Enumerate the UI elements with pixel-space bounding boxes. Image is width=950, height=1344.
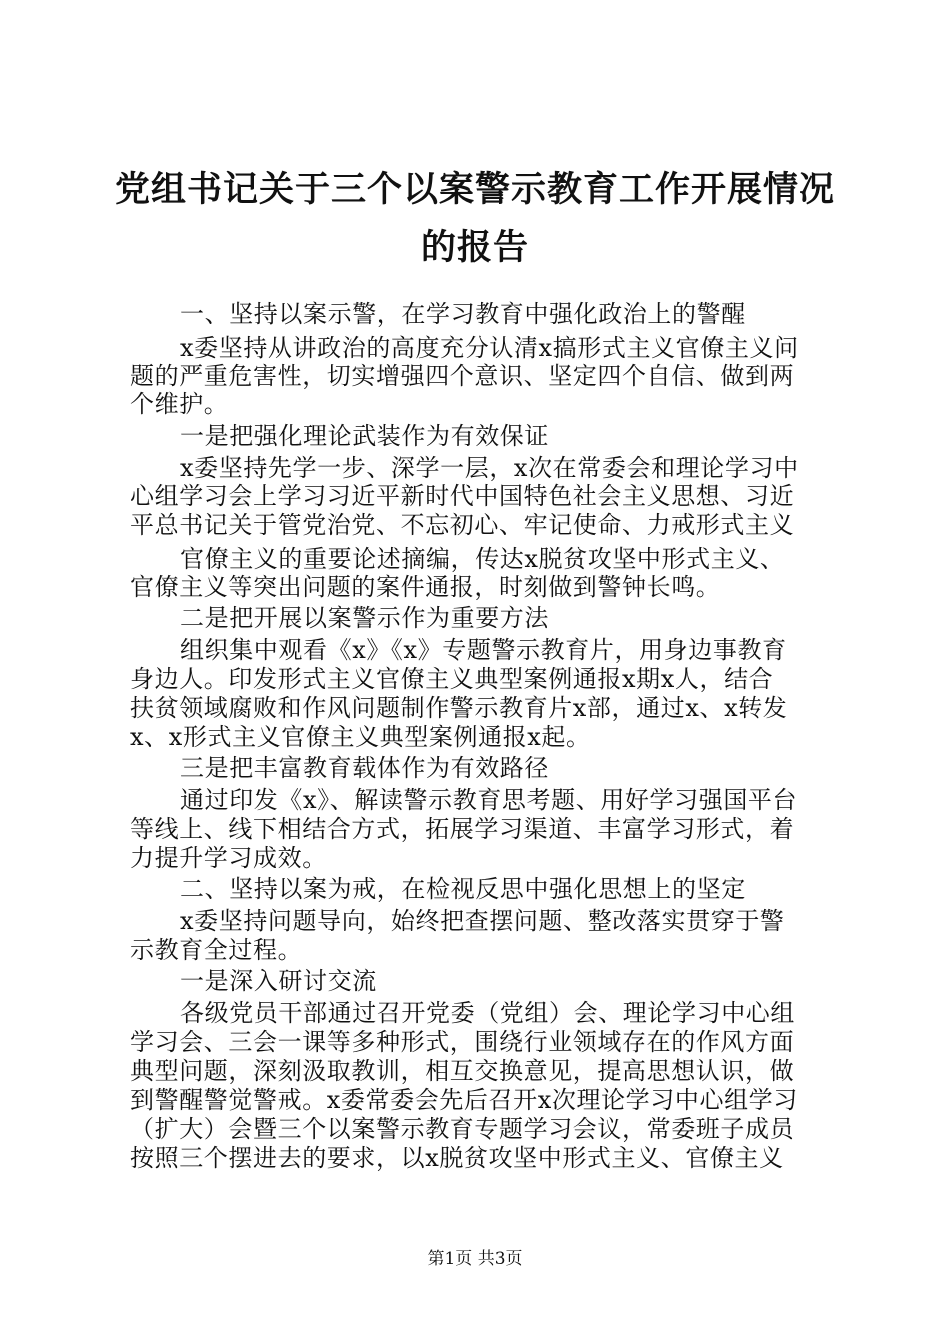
document-title-line-2: 的报告 xyxy=(420,227,529,268)
paragraph-line: 典型问题，深刻汲取教训，相互交换意见，提高思想认识，做 xyxy=(130,1057,795,1085)
paragraph-line: 通过印发《x》、解读警示教育思考题、用好学习强国平台 xyxy=(180,786,798,814)
section-heading: 二、坚持以案为戒，在检视反思中强化思想上的坚定 xyxy=(180,875,746,903)
paragraph-line: 扶贫领域腐败和作风问题制作警示教育片x部，通过x、x转发 xyxy=(130,694,788,722)
paragraph-line: x、x形式主义官僚主义典型案例通报x起。 xyxy=(130,723,591,751)
paragraph-line: 官僚主义等突出问题的案件通报，时刻做到警钟长鸣。 xyxy=(130,573,721,601)
paragraph-line: 力提升学习成效。 xyxy=(130,844,327,872)
paragraph-line: 组织集中观看《x》《x》专题警示教育片，用身边事教育 xyxy=(180,636,787,664)
paragraph-line: （扩大）会暨三个以案警示教育专题学习会议，常委班子成员 xyxy=(130,1115,795,1143)
paragraph-line: 示教育全过程。 xyxy=(130,936,303,964)
paragraph-line: 到警醒警觉警戒。x委常委会先后召开x次理论学习中心组学习 xyxy=(130,1086,798,1114)
paragraph-line: 等线上、线下相结合方式，拓展学习渠道、丰富学习形式，着 xyxy=(130,815,795,843)
paragraph-line: 各级党员干部通过召开党委（党组）会、理论学习中心组 xyxy=(180,999,795,1027)
paragraph-line: 个维护。 xyxy=(130,390,229,418)
paragraph-line: x委坚持问题导向，始终把查摆问题、整改落实贯穿于警 xyxy=(180,907,785,935)
paragraph-line: 心组学习会上学习习近平新时代中国特色社会主义思想、习近 xyxy=(130,482,795,510)
paragraph-line: 按照三个摆进去的要求，以x脱贫攻坚中形式主义、官僚主义 xyxy=(130,1144,784,1172)
subsection-heading: 一是把强化理论武装作为有效保证 xyxy=(180,422,549,450)
section-heading: 一、坚持以案示警，在学习教育中强化政治上的警醒 xyxy=(180,300,746,328)
paragraph-line: 官僚主义的重要论述摘编，传达x脱贫攻坚中形式主义、 xyxy=(180,545,785,573)
paragraph-line: 身边人。印发形式主义官僚主义典型案例通报x期x人，结合 xyxy=(130,665,774,693)
document-title-line-1: 党组书记关于三个以案警示教育工作开展情况 xyxy=(114,169,835,210)
subsection-heading: 一是深入研讨交流 xyxy=(180,967,377,995)
page-number-footer: 第1页 共3页 xyxy=(427,1249,523,1269)
subsection-heading: 二是把开展以案警示作为重要方法 xyxy=(180,604,549,632)
subsection-heading: 三是把丰富教育载体作为有效路径 xyxy=(180,754,549,782)
paragraph-line: x委坚持先学一步、深学一层，x次在常委会和理论学习中 xyxy=(180,454,799,482)
paragraph-line: 学习会、三会一课等多种形式，围绕行业领域存在的作风方面 xyxy=(130,1028,795,1056)
paragraph-line: x委坚持从讲政治的高度充分认清x搞形式主义官僚主义问 xyxy=(180,334,799,362)
paragraph-line: 题的严重危害性，切实增强四个意识、坚定四个自信、做到两 xyxy=(130,362,795,390)
paragraph-line: 平总书记关于管党治党、不忘初心、牢记使命、力戒形式主义 xyxy=(130,511,795,539)
